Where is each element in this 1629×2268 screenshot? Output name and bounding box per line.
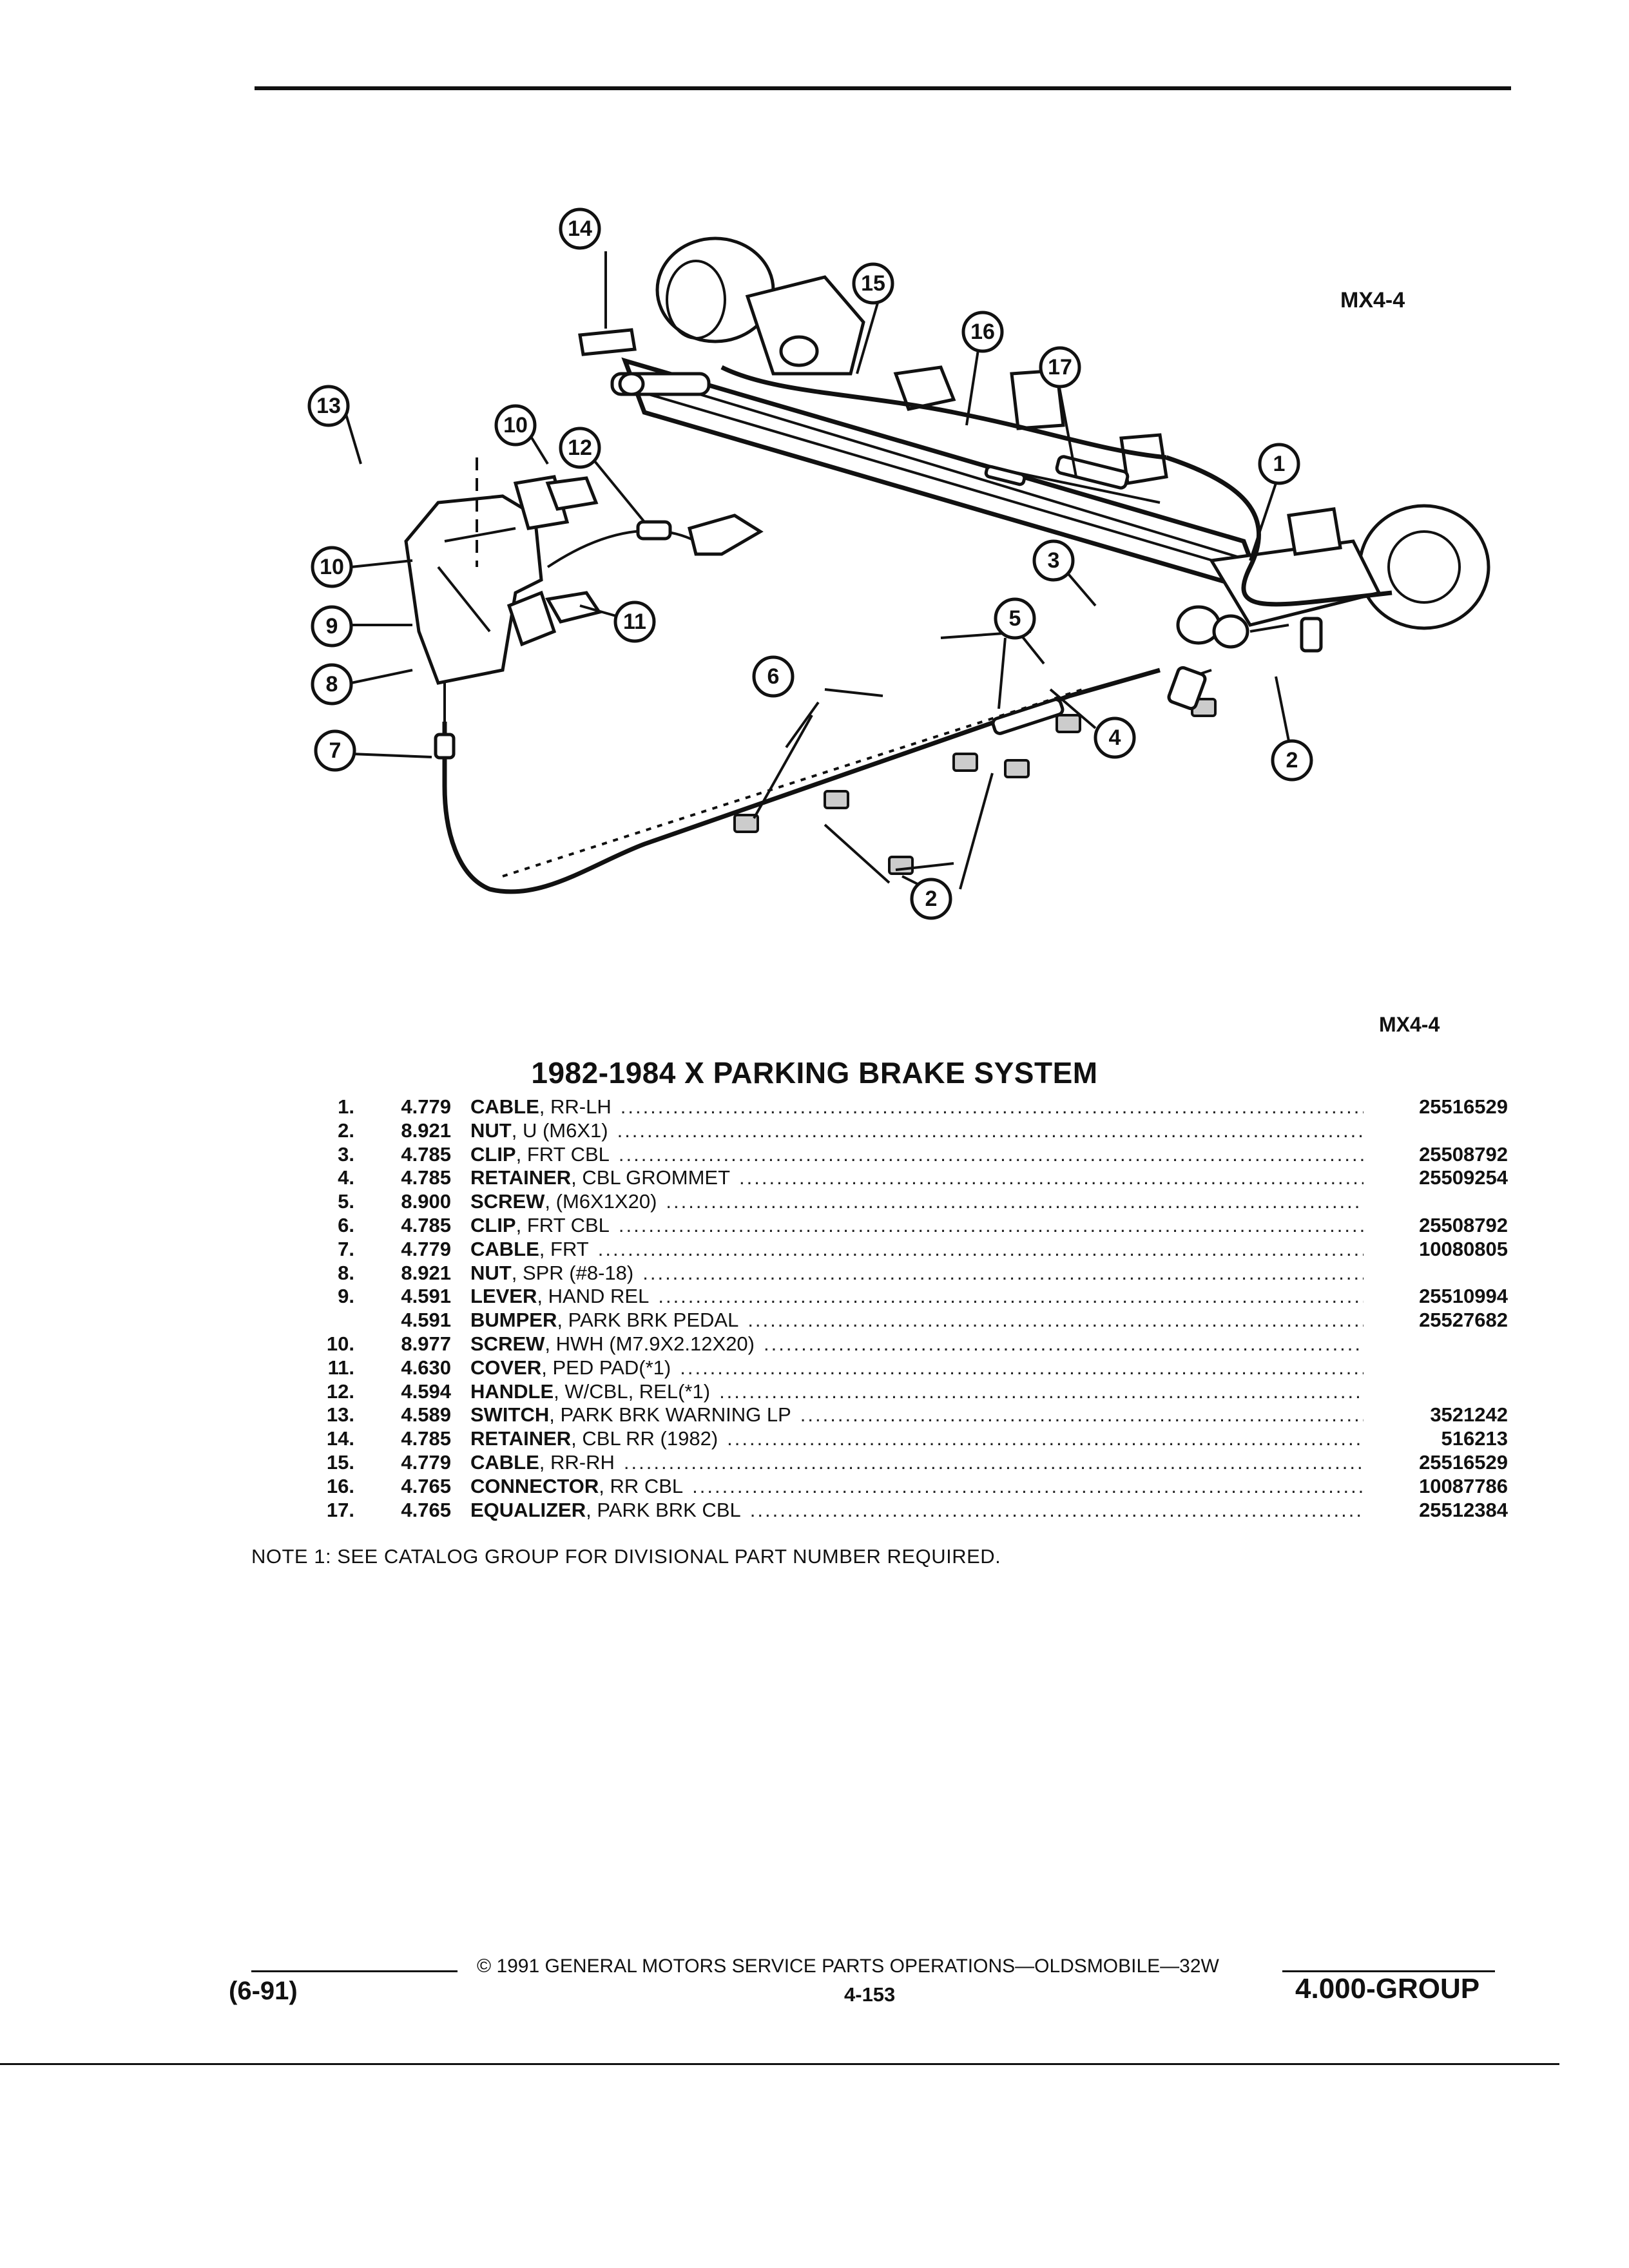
footnote: NOTE 1: SEE CATALOG GROUP FOR DIVISIONAL PART NUMBER REQUIRED. <box>251 1545 1001 1568</box>
top-rule <box>255 86 1511 90</box>
parts-row: 6. 4.785 CLIP , FRT CBL ..... 25508792 <box>296 1214 1508 1238</box>
parts-row: 11. 4.630 COVER , PED PAD(*1) ..... <box>296 1356 1508 1380</box>
callout-17 <box>1041 348 1079 387</box>
callout-8 <box>313 665 351 704</box>
parts-row: 10. 8.977 SCREW , HWH (M7.9X2.12X20) ..... <box>296 1332 1508 1356</box>
callout-10-top <box>496 406 535 445</box>
callout-7 <box>316 731 354 770</box>
svg-text:15: 15 <box>861 271 885 296</box>
callout-2-right <box>1273 741 1311 780</box>
parts-row: 4.591 BUMPER , PARK BRK PEDAL ..... 25527682 <box>296 1309 1508 1332</box>
parts-row: 14. 4.785 RETAINER , CBL RR (1982) ..... 516213 <box>296 1427 1508 1451</box>
parts-row: 8. 8.921 NUT , SPR (#8-18) ..... <box>296 1262 1508 1285</box>
callout-11 <box>615 602 654 641</box>
parts-row: 16. 4.765 CONNECTOR , RR CBL ..... 10087786 <box>296 1475 1508 1499</box>
parts-row: 17. 4.765 EQUALIZER , PARK BRK CBL ..... 25512384 <box>296 1499 1508 1523</box>
svg-text:12: 12 <box>568 436 592 460</box>
callout-5 <box>996 599 1034 638</box>
svg-text:16: 16 <box>970 320 995 344</box>
callout-10 <box>313 548 351 586</box>
footer-group: 4.000-GROUP <box>1295 1973 1480 2004</box>
footer-rule-right <box>1282 1970 1495 1972</box>
callout-16 <box>963 312 1002 351</box>
svg-text:3: 3 <box>1047 548 1060 573</box>
svg-text:10: 10 <box>503 413 528 437</box>
diagram-code: MX4-4 <box>1340 288 1405 312</box>
svg-text:9: 9 <box>325 614 338 639</box>
parts-row: 4. 4.785 RETAINER , CBL GROMMET ..... 25509254 <box>296 1166 1508 1190</box>
parts-row: 1. 4.779 CABLE , RR-LH ..... 25516529 <box>296 1095 1508 1119</box>
svg-text:10: 10 <box>320 555 344 579</box>
svg-text:5: 5 <box>1008 606 1021 631</box>
footer-date: (6-91) <box>229 1977 298 2005</box>
parts-row: 9. 4.591 LEVER , HAND REL ..... 25510994 <box>296 1285 1508 1309</box>
diagram-code-secondary: MX4-4 <box>1379 1013 1440 1036</box>
parts-row: 7. 4.779 CABLE , FRT ..... 10080805 <box>296 1238 1508 1262</box>
footer-rule-left <box>251 1970 458 1972</box>
callout-13 <box>309 387 348 425</box>
svg-text:1: 1 <box>1273 452 1286 476</box>
callout-2-bottom <box>912 879 950 918</box>
parts-list <box>296 1095 1508 1522</box>
svg-text:4: 4 <box>1108 726 1121 750</box>
svg-text:17: 17 <box>1048 355 1072 380</box>
svg-text:11: 11 <box>623 610 646 634</box>
svg-text:8: 8 <box>325 672 338 697</box>
callout-12 <box>561 428 599 467</box>
page-title: 1982-1984 X PARKING BRAKE SYSTEM <box>531 1056 1098 1090</box>
callout-3 <box>1034 541 1073 580</box>
callout-6 <box>754 657 793 696</box>
callout-4 <box>1095 718 1134 757</box>
parts-row: 2. 8.921 NUT , U (M6X1) ..... <box>296 1119 1508 1143</box>
callout-15 <box>854 264 892 303</box>
parts-row: 3. 4.785 CLIP , FRT CBL ..... 25508792 <box>296 1143 1508 1167</box>
callout-14 <box>561 209 599 248</box>
bottom-rule <box>0 2063 1559 2065</box>
svg-text:14: 14 <box>568 216 592 241</box>
parts-row: 13. 4.589 SWITCH , PARK BRK WARNING LP ..... 3521242 <box>296 1403 1508 1427</box>
callout-9 <box>313 607 351 646</box>
parts-row: 5. 8.900 SCREW , (M6X1X20) ..... <box>296 1190 1508 1214</box>
parking-brake-diagram <box>245 180 1521 941</box>
footer-page-number: 4-153 <box>844 1983 896 2006</box>
svg-text:7: 7 <box>329 738 342 763</box>
parts-row: 15. 4.779 CABLE , RR-RH ..... 25516529 <box>296 1451 1508 1475</box>
svg-text:13: 13 <box>316 394 341 418</box>
svg-text:2: 2 <box>925 887 938 911</box>
footer-copyright: © 1991 GENERAL MOTORS SERVICE PARTS OPERATIONS—OLDSMOBILE—32W <box>477 1956 1219 1977</box>
rear-axle-illustration <box>612 238 1489 647</box>
svg-text:6: 6 <box>767 664 780 689</box>
parts-row: 12. 4.594 HANDLE , W/CBL, REL(*1) ..... <box>296 1380 1508 1404</box>
svg-text:2: 2 <box>1286 748 1298 773</box>
callout-1 <box>1260 445 1298 483</box>
